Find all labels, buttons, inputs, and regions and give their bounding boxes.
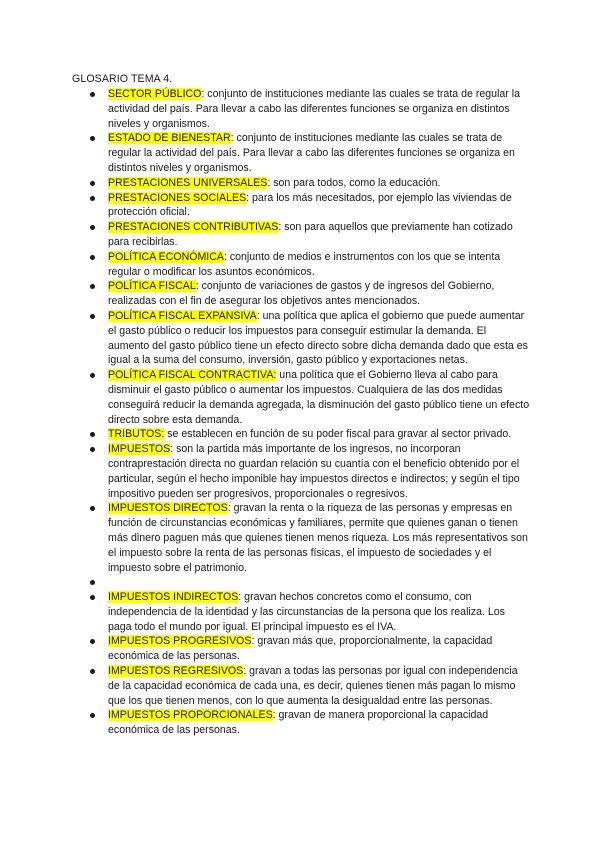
glossary-term: IMPUESTOS PROGRESIVOS [108, 635, 252, 648]
glossary-term: SECTOR PÚBLICO [108, 88, 202, 100]
glossary-entry [90, 131, 530, 175]
bullet-icon [90, 196, 95, 201]
bullet-icon [90, 506, 95, 511]
glossary-term: POLÍTICA FISCAL CONTRACTIVA: [108, 369, 277, 382]
bullet-icon [90, 136, 95, 141]
glossary-entry [90, 501, 530, 575]
glossary-entry [90, 250, 530, 280]
glossary-entry [90, 575, 530, 590]
page-title: GLOSARIO TEMA 4. [72, 73, 173, 85]
glossary-definition: : son para aquellos que previamente han cotizado para recibirlas. [108, 221, 513, 248]
bullet-icon [90, 639, 95, 644]
glossary-entry [90, 176, 530, 191]
glossary-entry [90, 590, 530, 634]
glossary-term: POLÍTICA FISCAL EXPANSIVA [108, 309, 257, 322]
bullet-icon [90, 255, 95, 260]
glossary-entry [90, 634, 530, 664]
glossary-entry [90, 191, 530, 221]
bullet-icon [90, 225, 95, 230]
glossary-entry [90, 279, 530, 309]
bullet-icon [90, 373, 95, 378]
glossary-term: IMPUESTOS DIRECTOS [108, 502, 228, 515]
glossary-list [90, 87, 530, 738]
bullet-icon [90, 580, 95, 585]
glossary-term: ESTADO DE BIENESTAR [108, 132, 231, 145]
glossary-entry [90, 368, 530, 427]
glossary-term: POLÍTICA FISCAL [108, 280, 196, 293]
bullet-icon [90, 92, 95, 97]
bullet-icon [90, 284, 95, 289]
glossary-term: IMPUESTOS REGRESIVOS [108, 665, 244, 678]
glossary-term: IMPUESTOS PROPORCIONALES [108, 709, 273, 722]
glossary-definition: : para los más necesitados, por ejemplo las viviendas de protección oficial. [108, 191, 512, 219]
glossary-definition: : gravan la renta o la riqueza de las personas y empresas en función de circunstancias económicas y familiares, permite que quienes ganan o tienen más dinero paguen más que quienes tienen menos riqueza. Los más representativos son el impuesto sobre la renta de las personas físicas, el impuesto de sociedades y el impuesto sobre el patrimonio. [108, 502, 528, 574]
glossary-entry [90, 664, 530, 708]
glossary-definition: : gravan hechos concretos como el consumo, con independencia de la identidad y las circunstancias de la persona que los realiza. Los paga todo el mundo por igual. El principal impuesto es el IVA. [108, 591, 505, 633]
glossary-definition: : gravan a todas las personas por igual con independencia de la capacidad económica de cada una, es decir, quienes tienen más pagan lo mismo que los que tienen menos, con lo que aumenta la desigualdad entre las personas. [108, 665, 518, 707]
glossary-term: IMPUESTOS INDIRECTOS [108, 591, 239, 604]
glossary-definition: : una política que aplica el gobierno que puede aumentar el gasto público o reducir los impuestos para conseguir estimular la demanda. El aumento del gasto público tiene un efecto directo sobre dicha demanda dado que esta es igual a la suma del consumo, inversión, gasto público y exportaciones netas. [108, 309, 528, 367]
glossary-entry [90, 708, 530, 738]
bullet-icon [90, 713, 95, 718]
glossary-definition: : conjunto de variaciones de gastos y de ingresos del Gobierno, realizadas con el fin de asegurar los objetivos antes mencionados. [108, 280, 495, 308]
glossary-term: TRIBUTOS: [108, 428, 165, 441]
glossary-entry [90, 442, 530, 501]
bullet-icon [90, 447, 95, 452]
glossary-entry [90, 309, 530, 368]
glossary-definition: : gravan más que, proporcionalmente, la capacidad económica de las personas. [108, 635, 493, 663]
glossary-definition: : conjunto de medios e instrumentos con los que se intenta regular o modificar los asuntos económicos. [108, 250, 501, 278]
glossary-entry [90, 220, 530, 250]
glossary-definition: : son para todos, como la educación. [267, 176, 441, 189]
glossary-term: POLÍTICA ECONÓMICA [108, 250, 224, 263]
glossary-definition: : conjunto de instituciones mediante las cuales se trata de regular la actividad del país. Para llevar a cabo las diferentes funciones se organiza en distintos niveles y organismos. [108, 88, 520, 130]
glossary-term: PRESTACIONES CONTRIBUTIVAS [108, 221, 279, 234]
bullet-icon [90, 669, 95, 674]
glossary-term: IMPUESTOS [108, 443, 171, 456]
glossary-entry [90, 87, 530, 131]
glossary-term: PRESTACIONES UNIVERSALES [108, 176, 268, 189]
glossary-entry [90, 427, 530, 442]
bullet-icon [90, 432, 95, 437]
bullet-icon [90, 181, 95, 186]
glossary-definition: una política que el Gobierno lleva al cabo para disminuir el gasto público o aumentar los impuestos. Cualquiera de las dos medidas conseguirá reducir la demanda agregada, la disminución del gasto público tiene un efecto directo sobre esta demanda. [108, 369, 530, 426]
bullet-icon [90, 314, 95, 319]
bullet-icon [90, 595, 95, 600]
glossary-definition: : gravan de manera proporcional la capacidad económica de las personas. [108, 709, 489, 737]
glossary-definition: se establecen en función de su poder fiscal para gravar al sector privado. [164, 428, 512, 441]
glossary-term: PRESTACIONES SOCIALES [108, 191, 247, 204]
glossary-definition: : conjunto de instituciones mediante las cuales se trata de regular la actividad del país. Para llevar a cabo las diferentes funciones se organiza en distintos niveles y organismos. [108, 132, 515, 174]
glossary-definition: : son la partida más importante de los ingresos, no incorporan contraprestación directa no guardan relación su cuantía con el beneficio obtenido por el particular, según el hecho imponible hay impuestos directos e indirectos; y según el tipo impositivo pueden ser progresivos, proporcionales o regresivos. [108, 443, 520, 500]
